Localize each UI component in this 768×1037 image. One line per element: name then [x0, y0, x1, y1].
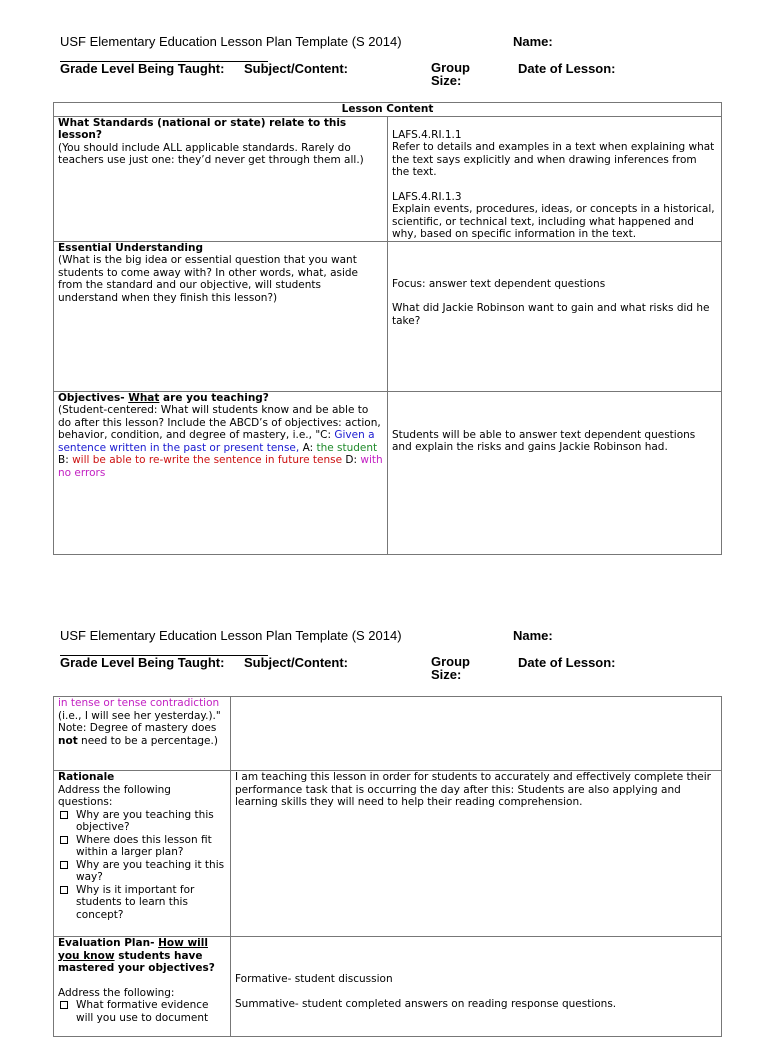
objectives-answer: Students will be able to answer text dependent questions and explain the risks and gains Jackie Robinson had. — [392, 428, 696, 453]
objective-degree-continued: in tense or tense contradiction — [58, 697, 220, 709]
objective-example: (i.e., I will see her yesterday.)." — [58, 709, 221, 722]
formative-evidence: Formative- student discussion — [235, 973, 393, 985]
evaluation-item: What formative evidence will you use to document — [58, 999, 226, 1024]
essential-response — [388, 241, 722, 391]
template-title: USF Elementary Education Lesson Plan Template (S 2014) — [60, 34, 402, 49]
rationale-intro: Address the following questions: — [58, 783, 171, 808]
evaluation-list — [58, 999, 226, 1024]
checkbox-icon[interactable] — [60, 861, 68, 869]
lesson-content-table-continued — [53, 696, 722, 1037]
objective-degree: with no errors — [58, 454, 383, 479]
grade-level-label: Grade Level Being Taught: — [60, 61, 225, 76]
date-of-lesson-label: Date of Lesson: — [518, 655, 616, 670]
objectives-response — [388, 391, 722, 554]
template-title: USF Elementary Education Lesson Plan Template (S 2014) — [60, 628, 402, 643]
objective-mastery-note: Note: Degree of mastery does not need to be a percentage.) — [58, 722, 218, 747]
rationale-question-list — [58, 809, 226, 922]
objectives-row — [54, 391, 722, 554]
objectives-continued-row — [54, 697, 722, 771]
essential-question: What did Jackie Robinson want to gain and what risks did he take? — [392, 302, 710, 327]
rationale-question: Why are you teaching it this way? — [58, 859, 226, 884]
standard-text-2: Explain events, procedures, ideas, or concepts in a historical, scientific, or technical text, including what happened and why, based on specific information in the text. — [392, 203, 715, 240]
page-2 — [0, 594, 768, 1024]
evaluation-prompt — [54, 937, 231, 1037]
standard-code-1: LAFS.4.RI.1.1 — [392, 128, 462, 141]
standard-code-2: LAFS.4.RI.1.3 — [392, 190, 462, 203]
rationale-response — [231, 771, 722, 937]
objectives-note: (Student-centered: What will students know and be able to do after this lesson? Include the ABCD’s of objectives: action, behavior, condition, and degree of mastery, i.e., "C: Given a sentence written in the past or present tense, A: the student B: will be able to re-write the sentence in future tense D: with no errors — [58, 404, 383, 479]
objective-condition: Given a sentence written in the past or present tense — [58, 429, 375, 454]
essential-heading: Essential Understanding — [58, 241, 203, 254]
objective-behavior: will be able to re-write the sentence in future tense — [72, 454, 343, 466]
rationale-heading: Rationale — [58, 771, 115, 783]
date-of-lesson-label: Date of Lesson: — [518, 61, 616, 76]
standards-heading: What Standards (national or state) relate to this lesson? — [58, 116, 347, 141]
standards-row — [54, 116, 722, 241]
objectives-continued-response — [231, 697, 722, 771]
checkbox-icon[interactable] — [60, 836, 68, 844]
objectives-heading: Objectives- What are you teaching? — [58, 391, 269, 404]
rationale-prompt — [54, 771, 231, 937]
rationale-answer: I am teaching this lesson in order for students to accurately and effectively complete their performance task that is occurring the day after this: Students are also applying and learning skills they will need to help their reading comprehension. — [235, 771, 712, 808]
objectives-prompt — [54, 391, 388, 554]
essential-focus: Focus: answer text dependent questions — [392, 277, 606, 290]
essential-note: (What is the big idea or essential question that you want students to come away with? In other words, what, aside from the standard and our objective, will students understand when they finish this lesson?) — [58, 254, 359, 304]
name-label: Name: — [513, 34, 553, 49]
summative-evidence: Summative- student completed answers on reading response questions. — [235, 997, 617, 1010]
standards-prompt — [54, 116, 388, 241]
evaluation-response — [231, 937, 722, 1037]
group-size-label: Group Size: — [431, 60, 470, 88]
standards-response — [388, 116, 722, 241]
essential-prompt — [54, 241, 388, 391]
name-label: Name: — [513, 628, 553, 643]
objective-audience: the student — [316, 441, 378, 454]
lesson-content-table — [53, 102, 722, 555]
checkbox-icon[interactable] — [60, 886, 68, 894]
subject-label: Subject/Content: — [244, 655, 348, 670]
evaluation-row — [54, 937, 722, 1037]
lesson-content-heading: Lesson Content — [54, 103, 722, 117]
checkbox-icon[interactable] — [60, 1001, 68, 1009]
rationale-row — [54, 771, 722, 937]
rationale-question: Why are you teaching this objective? — [58, 809, 226, 834]
essential-understanding-row — [54, 241, 722, 391]
standard-text-1: Refer to details and examples in a text when explaining what the text says explicitly and when drawing inferences from the text. — [392, 141, 715, 178]
rationale-question: Where does this lesson fit within a larger plan? — [58, 834, 226, 859]
objectives-continued-prompt — [54, 697, 231, 771]
subject-label: Subject/Content: — [244, 61, 348, 76]
evaluation-heading: Evaluation Plan- How will you know students have mastered your objectives? — [58, 937, 215, 974]
checkbox-icon[interactable] — [60, 811, 68, 819]
grade-level-label: Grade Level Being Taught: — [60, 655, 225, 670]
group-size-label: Group Size: — [431, 654, 470, 682]
standards-note: (You should include ALL applicable standards. Rarely do teachers use just one: they’d never get through them all.) — [58, 141, 364, 166]
rationale-question: Why is it important for students to learn this concept? — [58, 884, 226, 922]
evaluation-intro: Address the following: — [58, 986, 175, 999]
